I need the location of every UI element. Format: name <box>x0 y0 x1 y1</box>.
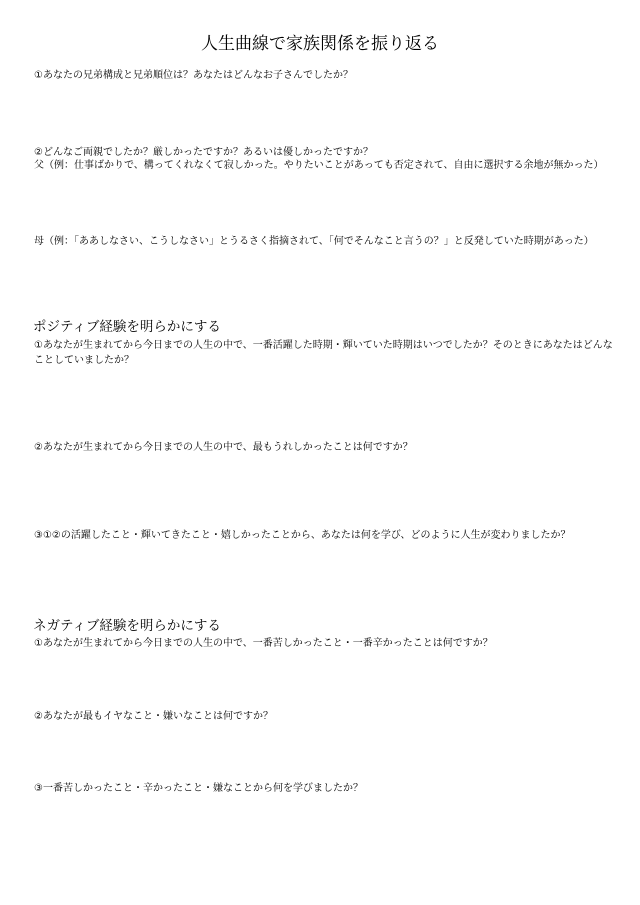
mother-example: 母（例：「ああしなさい、こうしなさい」とうるさく指摘されて、「何でそんなこと言うの？」と反発していた時期があった） <box>34 236 594 247</box>
negative-question-2: ②あなたが最もイヤなこと・嫌いなことは何ですか？ <box>34 711 273 722</box>
parents-question: ②どんなご両親でしたか？厳しかったですか？あるいは優しかったですか？ <box>34 147 373 158</box>
negative-question-1: ①あなたが生まれてから今日までの人生の中で、一番苦しかったこと・一番辛かったことは何ですか？ <box>34 638 493 649</box>
negative-section-heading: ネガティブ経験を明らかにする <box>33 618 221 634</box>
positive-question-3: ③①②の活躍したこと・輝いてきたこと・嬉しかったことから、あなたは何を学び、どのように人生が変わりましたか？ <box>34 530 571 541</box>
page-title: 人生曲線で家族関係を振り返る <box>201 34 439 54</box>
positive-section-heading: ポジティブ経験を明らかにする <box>33 319 221 335</box>
positive-question-1: ①あなたが生まれてから今日までの人生の中で、一番活躍した時期・輝いていた時期はいつでしたか？そのときにあなたはどんなことしていましたか？ <box>34 340 613 366</box>
positive-question-2: ②あなたが生まれてから今日までの人生の中で、最もうれしかったことは何ですか？ <box>34 442 413 453</box>
sibling-question: ①あなたの兄弟構成と兄弟順位は？あなたはどんなお子さんでしたか？ <box>34 70 353 81</box>
negative-question-3: ③一番苦しかったこと・辛かったこと・嫌なことから何を学びましたか？ <box>34 783 363 794</box>
father-example: 父（例：仕事ばかりで、構ってくれなくて寂しかった。やりたいことがあっても否定されて、自由に選択する余地が無かった） <box>34 160 604 171</box>
